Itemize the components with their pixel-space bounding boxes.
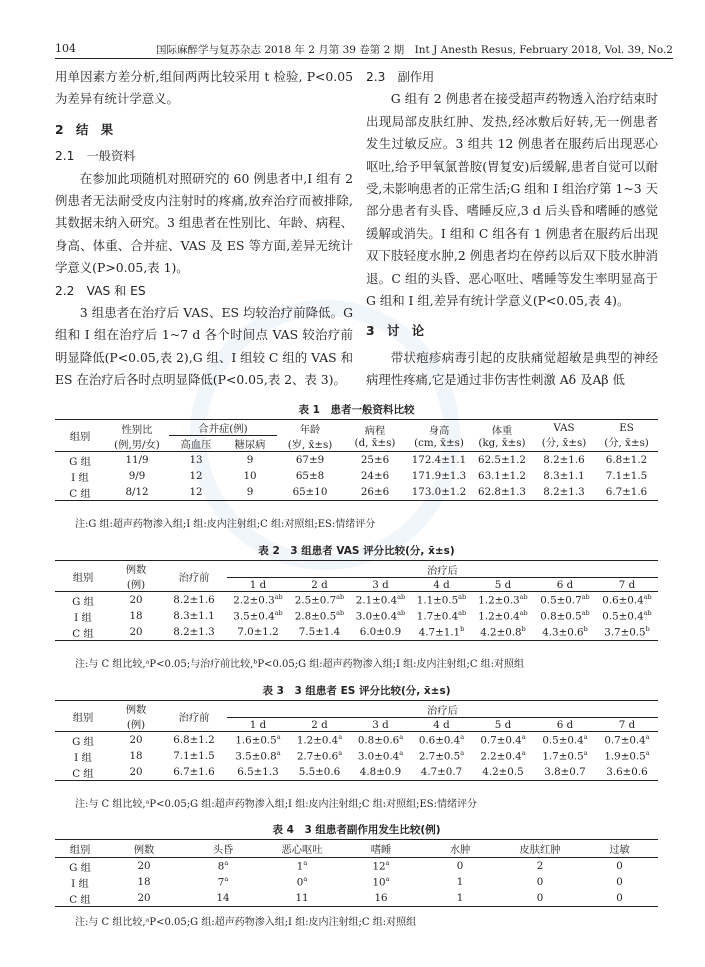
table2-note: 注:与 C 组比较,ᵃP<0.05;与治疗前比较,ᵇP<0.05;G 组:超声药物渗入组;I 组:皮内注射组;C 组:对照组 [75, 659, 525, 670]
pre-cell: 8.2±1.3 [173, 626, 215, 638]
table-cell: I 组 [71, 471, 89, 484]
value-cell: 2.5±0.7$^{ab}$ [294, 593, 345, 607]
value-cell: 1.1±0.5$^{ab}$ [416, 593, 467, 607]
count-cell: 18 [129, 610, 143, 622]
table-cell: 0 [456, 860, 464, 872]
paragraph: 3 组患者在治疗后 VAS、ES 均较治疗前降低。G 组和 I 组在治疗后 1~7 d 各个时间点 VAS 较治疗前明显降低(P<0.05,表 2),G 组、I 组较 C 组的 VAS 和 ES 在治疗后各时点明显降低(P<0.05,表 2、表 3)。 [55, 305, 353, 388]
table1-note: 注:G 组:超声药物渗入组;I 组:皮内注射组;C 组:对照组;ES:情绪评分 [75, 519, 376, 530]
table2 [55, 560, 658, 641]
table2-header-post: 治疗后 [227, 561, 658, 578]
table1-header-age: 年龄 (岁, x̄±s) [277, 420, 343, 452]
value-cell: 1.7±0.4$^{ab}$ [416, 609, 467, 623]
value-cell: 1.2±0.4$^a$ [296, 733, 343, 747]
day-header: 5 d [472, 718, 534, 732]
table-cell: 14 [216, 892, 230, 904]
table4-title: 表 4 3 组患者副作用发生比较(例) [272, 824, 441, 836]
table-cell: 20 [137, 860, 151, 872]
count-cell: 20 [129, 594, 143, 606]
table-cell: 7.1±1.5 [605, 470, 648, 482]
table-cell: 6.7±1.6 [605, 486, 648, 498]
group-cell: I 组 [74, 751, 92, 764]
table-cell: 0 [536, 892, 544, 904]
value-cell: 3.7±0.5$^b$ [604, 625, 650, 639]
value-cell: 7.0±1.2 [237, 626, 279, 638]
table4-note: 注:与 C 组比较,ᵃP<0.05;G 组:超声药物渗入组;I 组:皮内注射组;C 组:对照组 [75, 917, 417, 928]
day-header: 5 d [472, 578, 534, 592]
table2-header-group: 组别 [55, 561, 111, 592]
group-cell: C 组 [72, 767, 94, 780]
right-column [366, 66, 658, 392]
table-cell: 24±6 [360, 470, 390, 482]
table-cell: 1 [456, 876, 464, 888]
table3-header-post: 治疗后 [227, 701, 658, 718]
day-header: 1 d [227, 718, 289, 732]
day-header: 4 d [411, 718, 472, 732]
value-cell: 3.8±0.7 [544, 766, 586, 778]
value-cell: 7.5±1.4 [298, 626, 341, 638]
table-cell: 8$^a$ [217, 859, 229, 873]
table-cell: 9 [246, 454, 254, 466]
group-cell: I 组 [74, 611, 92, 624]
value-cell: 4.2±0.5 [482, 766, 524, 778]
table-cell: 18 [137, 876, 151, 888]
table-cell: 2 [536, 860, 544, 872]
value-cell: 0.5±0.4$^{ab}$ [602, 609, 652, 623]
group-cell: G 组 [72, 735, 94, 748]
table-row [55, 732, 658, 749]
value-cell: 3.0±0.4$^{ab}$ [355, 609, 406, 623]
table-cell: 171.9±1.3 [411, 470, 467, 482]
value-cell: 2.7±0.6$^a$ [296, 749, 343, 763]
table-row [55, 592, 658, 609]
table-cell: 1$^a$ [296, 859, 308, 873]
table-cell: 67±9 [295, 454, 325, 466]
value-cell: 5.5±0.6 [298, 766, 341, 778]
table-cell: 8.2±1.6 [543, 454, 585, 466]
table-cell: 0 [536, 876, 544, 888]
table-cell: 1 [456, 892, 464, 904]
group-cell: G 组 [72, 595, 94, 608]
value-cell: 0.5±0.4$^a$ [542, 733, 588, 747]
group-cell: C 组 [72, 627, 94, 640]
table3-header-n: 例数 (例) [111, 701, 161, 732]
value-cell: 2.8±0.5$^{ab}$ [294, 609, 345, 623]
value-cell: 2.2±0.4$^a$ [480, 749, 526, 763]
day-header: 1 d [227, 578, 289, 592]
day-header: 6 d [534, 718, 596, 732]
table2-title: 表 2 3 组患者 VAS 评分比较(分, x̄±s) [258, 545, 455, 557]
table-row [55, 748, 658, 764]
value-cell: 0.6±0.4$^{ab}$ [602, 593, 652, 607]
table1-header-vas: VAS (分, x̄±s) [533, 420, 595, 452]
pre-cell: 7.1±1.5 [173, 750, 215, 762]
table-cell: 7$^a$ [217, 875, 229, 889]
table-cell: 20 [137, 892, 151, 904]
table1-header-height: 身高 (cm, x̄±s) [407, 420, 471, 452]
table-cell: 0$^a$ [296, 875, 308, 889]
value-cell: 4.3±0.6$^b$ [542, 625, 588, 639]
table-row [55, 452, 658, 469]
value-cell: 0.5±0.7$^{ab}$ [540, 593, 590, 607]
pre-cell: 6.8±1.2 [173, 734, 215, 746]
pre-cell: 8.2±1.6 [173, 594, 215, 606]
table-row [55, 764, 658, 781]
table-cell: 10$^a$ [372, 875, 390, 889]
table-cell: 9/9 [128, 470, 146, 482]
running-header: 国际麻醉学与复苏杂志 2018 年 2 月第 39 卷第 2 期 Int J Anesth Resus, February 2018, Vol. 39, No.2 [156, 44, 673, 56]
table-cell: 8.3±1.1 [543, 470, 585, 482]
value-cell: 1.2±0.4$^{ab}$ [478, 609, 528, 623]
table-cell: 6.8±1.2 [605, 454, 648, 466]
table1-header-es: ES (分, x̄±s) [595, 420, 658, 452]
paragraph: 用单因素方差分析,组间两两比较采用 t 检验, P<0.05 为差异有统计学意义。 [55, 69, 353, 107]
value-cell: 0.7±0.4$^a$ [480, 733, 526, 747]
table-row [55, 874, 658, 890]
value-cell: 2.1±0.4$^{ab}$ [355, 593, 406, 607]
table-cell: G 组 [69, 861, 91, 874]
subsection-heading: 2.1 一般资料 [55, 149, 136, 164]
table-cell: 8.2±1.3 [543, 486, 585, 498]
table-cell: C 组 [69, 893, 91, 906]
table-row [55, 608, 658, 624]
table1-header-sex: 性别比 (例,男/女) [105, 420, 169, 452]
value-cell: 6.0±0.9 [359, 626, 402, 638]
table-cell: 12 [189, 470, 203, 482]
table-cell: 8/12 [125, 486, 149, 498]
value-cell: 2.2±0.3$^{ab}$ [233, 593, 283, 607]
value-cell: 4.7±0.7 [420, 766, 463, 778]
value-cell: 4.7±1.1$^b$ [418, 625, 465, 639]
subsection-heading: 2.3 副作用 [366, 70, 435, 84]
paragraph: 在参加此项随机对照研究的 60 例患者中,I 组有 2 例患者无法耐受皮内注射时的疼痛,放弃治疗而被排除,其数据未纳入研究。3 组患者在性别比、年龄、病程、身高、体重、合并症、VAS 及 ES 等方面,差异无统计学意义(P>0.05,表 1)。 [55, 170, 353, 276]
table-cell: 0 [616, 876, 623, 888]
value-cell: 1.2±0.3$^{ab}$ [478, 593, 528, 607]
count-cell: 20 [129, 626, 143, 638]
value-cell: 3.0±0.4$^a$ [357, 749, 404, 763]
table1-header-diabetes: 糖尿病 [223, 436, 277, 452]
value-cell: 4.8±0.9 [359, 766, 402, 778]
table-row [55, 484, 658, 501]
table3-header-pre: 治疗前 [161, 701, 227, 732]
count-cell: 20 [129, 766, 143, 778]
count-cell: 20 [129, 734, 143, 746]
table2-header-n: 例数 (例) [111, 561, 161, 592]
subsection-heading: 2.2 VAS 和 ES [55, 283, 146, 298]
table-cell: 65±8 [295, 470, 325, 482]
day-header: 3 d [350, 718, 411, 732]
value-cell: 3.5±0.8$^a$ [235, 749, 281, 763]
day-header: 7 d [596, 718, 658, 732]
table-cell: G 组 [69, 455, 91, 468]
day-header: 4 d [411, 578, 472, 592]
table-cell: 13 [189, 454, 203, 466]
table-cell: 12$^a$ [372, 859, 390, 873]
header-rule [55, 58, 673, 59]
table-cell: 12 [189, 486, 203, 498]
value-cell: 0.7±0.4$^a$ [604, 733, 650, 747]
value-cell: 0.6±0.4$^a$ [418, 733, 465, 747]
section-heading: 3 讨 论 [366, 323, 425, 339]
table-row [55, 890, 658, 907]
table-cell: 16 [374, 892, 388, 904]
column-header: 组别 [55, 840, 105, 858]
column-header: 恶心呕吐 [263, 840, 341, 858]
column-header: 水肿 [421, 840, 499, 858]
table1-header-group: 组别 [55, 420, 105, 452]
table-cell: 172.4±1.1 [411, 454, 467, 466]
column-header: 嗜睡 [341, 840, 421, 858]
value-cell: 2.7±0.5$^a$ [418, 749, 465, 763]
table-cell: I 组 [71, 877, 89, 890]
table3-header-group: 组别 [55, 701, 111, 732]
table-cell: 10 [243, 470, 257, 482]
table-cell: 0 [616, 860, 623, 872]
paragraph: 带状疱疹病毒引起的皮肤痛觉超敏是典型的神经病理性疼痛,它是通过非伤害性刺激 Aδ 及Aβ 低 [366, 349, 658, 388]
table1-title: 表 1 患者一般资料比较 [298, 404, 415, 416]
pre-cell: 8.3±1.1 [173, 610, 215, 622]
table-cell: 11 [295, 892, 309, 904]
table1-header-hypertension: 高血压 [169, 436, 223, 452]
table-cell: 9 [246, 486, 254, 498]
table-row [55, 624, 658, 641]
day-header: 3 d [350, 578, 411, 592]
pre-cell: 6.7±1.6 [173, 766, 215, 778]
section-heading: 2 结 果 [55, 121, 114, 137]
table4 [55, 839, 658, 907]
table1 [55, 419, 658, 501]
column-header: 过敏 [581, 840, 658, 858]
table-cell: 25±6 [360, 454, 390, 466]
table1-header-course: 病程 (d, x̄±s) [343, 420, 407, 452]
table-cell: 65±10 [292, 486, 328, 498]
table-cell: 62.5±1.2 [478, 454, 526, 466]
column-header: 例数 [105, 840, 183, 858]
table-row [55, 858, 658, 875]
day-header: 2 d [289, 578, 350, 592]
value-cell: 6.5±1.3 [237, 766, 279, 778]
left-column [55, 66, 353, 392]
table3-title: 表 3 3 组患者 ES 评分比较(分, x̄±s) [262, 685, 451, 697]
day-header: 6 d [534, 578, 596, 592]
table-cell: 173.0±1.2 [411, 486, 467, 498]
page-number: 104 [55, 42, 76, 55]
value-cell: 1.6±0.5$^a$ [235, 733, 281, 747]
column-header: 皮肤红肿 [499, 840, 581, 858]
table3-note: 注:与 C 组比较,ᵃP<0.05;G 组:超声药物渗入组;I 组:皮内注射组;C 组:对照组;ES:情绪评分 [75, 799, 478, 810]
value-cell: 4.2±0.8$^b$ [480, 625, 526, 639]
day-header: 2 d [289, 718, 350, 732]
paragraph: G 组有 2 例患者在接受超声药物透入治疗结束时出现局部皮肤红肿、发热,经冰敷后好转,无一例患者发生过敏反应。3 组共 12 例患者在服药后出现恶心呕吐,给予甲氧氯普胺(胃复安)后缓解,患者自觉可以耐受,未影响患者的正常生活;G 组和 I 组治疗第 1~3 天部分患者有头昏、嗜睡反应,3 d 后头昏和嗜睡的感觉缓解或消失。I 组和 C 组各有 1 例患者在服药后出现双下肢轻度水肿,2 例患者均在停药以后双下肢水肿消退。C 组的头昏、恶心呕吐、嗜睡等发生率明显高于 G 组和 I 组,差异有统计学意义(P<0.05,表 4)。 [366, 91, 658, 309]
value-cell: 0.8±0.6$^a$ [357, 733, 404, 747]
value-cell: 3.6±0.6 [606, 766, 648, 778]
table2-header-pre: 治疗前 [161, 561, 227, 592]
table3 [55, 700, 658, 781]
table1-header-comorbidity: 合并症(例) [169, 420, 277, 436]
table-cell: C 组 [69, 487, 91, 500]
value-cell: 3.5±0.4$^{ab}$ [233, 609, 283, 623]
day-header: 7 d [596, 578, 658, 592]
value-cell: 1.9±0.5$^a$ [604, 749, 650, 763]
value-cell: 0.8±0.5$^{ab}$ [540, 609, 590, 623]
table-cell: 26±6 [360, 486, 390, 498]
table-row [55, 468, 658, 484]
table-cell: 0 [616, 892, 623, 904]
table-cell: 62.8±1.3 [478, 486, 526, 498]
column-header: 头昏 [183, 840, 263, 858]
table-cell: 63.1±1.2 [478, 470, 526, 482]
table1-header-weight: 体重 (kg, x̄±s) [471, 420, 533, 452]
count-cell: 18 [129, 750, 143, 762]
table-cell: 11/9 [125, 454, 149, 466]
value-cell: 1.7±0.5$^a$ [542, 749, 588, 763]
